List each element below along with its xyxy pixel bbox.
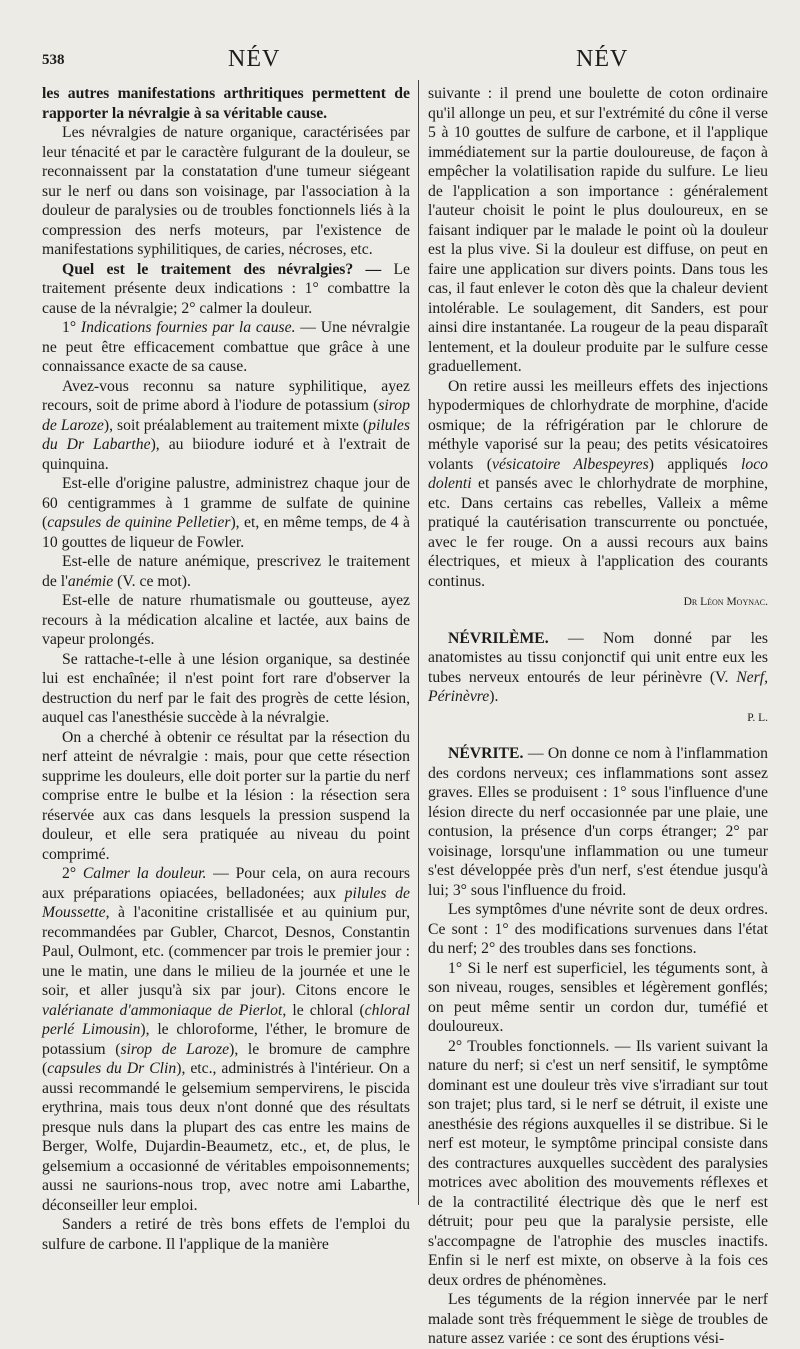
page-number: 538: [42, 52, 65, 68]
paragraph: suivante : il prend une boulette de coton ordinaire qu'il allonge un peu, et sur l'extrémité du cône il verse 5 à 10 gouttes de sulfure de carbone, et il l'applique immédiatement sur la partie douloureuse, de façon à empêcher la volatilisation rapide du sulfure. Le lieu de l'application a son importance : généralement l'auteur choisit le point le plus douloureux, en se faisant indiquer par le malade le point où la douleur est la plus vive. Si la douleur est diffuse, on peut en faire une application sur divers points. Dans tous les cas, il faut enlever le coton dès que la chaleur devient intolérable. Le soulagement, dit Sanders, est pour ainsi dire instantanée. La rougeur de la peau disparaît lentement, et la douleur produite par le sulfure cesse graduellement.: [428, 85, 768, 375]
paragraph: 1° Si le nerf est superficiel, les téguments sont, à son niveau, rouges, sensibles et légèrement gonflés; on peut même sentir un cordon dur, tuméfié et douloureux.: [428, 959, 768, 1035]
paragraph: Quel est le traitement des névralgies? — Le traitement présente deux indications : 1° combattre la cause de la névralgie; 2° calmer la douleur.: [42, 260, 410, 317]
paragraph: les autres manifestations arthritiques permettent de rapporter la névralgie à sa véritable cause.: [42, 85, 410, 122]
paragraph: Avez-vous reconnu sa nature syphilitique, ayez recours, soit de prime abord à l'iodure de potassium (sirop de Laroze), soit préalablement au traitement mixte (pilules du Dr Labarthe), au biiodure ioduré et à l'extrait de quinquina.: [42, 377, 410, 473]
author-initials: P. L.: [747, 711, 768, 724]
paragraph: Les névralgies de nature organique, caractérisées par leur ténacité et par le caractère fulgurant de la douleur, se reconnaissent par la constatation d'une tumeur siégeant sur le nerf ou dans son voisinage, par l'association à la douleur de paralysies ou de troubles fonctionnels liés à la compression des nerfs moteurs, par l'existence de manifestations syphilitiques, de caries, nécroses, etc.: [42, 124, 410, 258]
column-divider: [418, 80, 419, 1205]
paragraph: Sanders a retiré de très bons effets de l'emploi du sulfure de carbone. Il l'applique de la manière: [42, 1216, 410, 1253]
entry-nevrite: NÉVRITE. — On donne ce nom à l'inflammation des cordons nerveux; ces inflammations sont assez graves. Elles se produisent : 1° sous l'influence d'une lésion directe du nerf occasionnée par une plaie, une contusion, la présence d'un corps étranger; 2° par voisinage, lorsqu'une inflammation ou une tumeur s'est développée près d'un nerf, s'est étendue jusqu'à lui; 3° sous l'influence du froid.: [428, 745, 768, 899]
author-signature: Dr Léon Moynac.: [683, 596, 768, 608]
paragraph: 1° Indications fournies par la cause. — Une névralgie ne peut être efficacement combattue que grâce à une connaissance exacte de sa cause.: [42, 319, 410, 375]
paragraph: Est-elle de nature anémique, prescrivez le traitement de l'anémie (V. ce mot).: [42, 553, 410, 590]
paragraph: On a cherché à obtenir ce résultat par la résection du nerf atteint de névralgie : mais, pour que cette résection supprime les douleurs, elle doit porter sur la partie du nerf comprise entre le bulbe et la lésion : la résection sera réservée aux cas dans lesquels la pression suspend la douleur, et elle sera pratiquée au niveau du point comprimé.: [42, 728, 410, 863]
paragraph: Est-elle d'origine palustre, administrez chaque jour de 60 centigrammes à 1 gramme de sulfate de quinine (capsules de quinine Pelletier), et, en même temps, de 4 à 10 gouttes de liqueur de Fowler.: [42, 475, 410, 551]
right-column: [428, 84, 768, 1349]
paragraph: 2° Calmer la douleur. — Pour cela, on aura recours aux préparations opiacées, belladonées; aux pilules de Moussette, à l'aconitine cristallisée et au quinium pur, recommandées par Gubler, Charcot, Desnos, Constantin Paul, Oulmont, etc. (commencer par trois le premier jour : une le matin, une dans le milieu de la journée et une le soir, et aller jusqu'à six par jour). Citons encore le valérianate d'ammoniaque de Pierlot, le chloral (chloral perlé Limousin), le chloroforme, l'éther, le bromure de potassium (sirop de Laroze), le bromure de camphre (capsules du Dr Clin), etc., administrés à l'intérieur. On a aussi recommandé le gelsemium sempervirens, le piscida erythrina, mais tous deux n'ont donné que des résultats presque nuls dans la plupart des cas entre les mains de Berger, Wolfe, Dujardin-Beaumetz, etc., et, de plus, le gelsemium a occasionné de véritables empoisonnements; aussi ne saurions-nous trop, avec notre ami Labarthe, déconseiller leur emploi.: [42, 865, 411, 1214]
running-head-left: NÉV: [228, 46, 281, 72]
paragraph: Les téguments de la région innervée par le nerf malade sont très fréquemment le siège de troubles de nature assez variée : ce sont des éruptions vési-: [428, 1291, 768, 1347]
paragraph: Les symptômes d'une névrite sont de deux ordres. Ce sont : 1° des modifications survenues dans l'état du nerf; 2° des troubles dans ses fonctions.: [428, 901, 768, 957]
entry-nevrileme: NÉVRILÈME. — Nom donné par les anatomistes au tissu conjonctif qui unit entre eux les tubes nerveux entourés de leur périnèvre (V. Nerf, Périnèvre).: [428, 629, 768, 705]
paragraph: 2° Troubles fonctionnels. — Ils varient suivant la nature du nerf; si c'est un nerf sensitif, le symptôme dominant est une douleur très vive s'irradiant sur tout son trajet; plus tard, si le nerf se détruit, il existe une anesthésie des régions auxquelles il se distribue. Si le nerf est moteur, le symptôme principal consiste dans des contractures auxquelles succèdent des paralysies motrices avec abolition des mouvements réflexes et de la contractilité électrique dès que le nerf est détruit; pour peu que la paralysie persiste, elle s'accompagne de l'atrophie des muscles inactifs. Enfin si le nerf est mixte, on observe à la fois ces deux ordres de phénomènes.: [428, 1037, 768, 1289]
paragraph: Se rattache-t-elle à une lésion organique, sa destinée lui est enchaînée; il n'est point fort rare d'observer la destruction du nerf par le fait des progrès de cette lésion, auquel cas l'anesthésie succède à la névralgie.: [42, 650, 410, 726]
running-head-right: NÉV: [576, 46, 629, 72]
page-header: [0, 44, 800, 78]
spacer: [428, 728, 768, 744]
left-column: [42, 84, 410, 1254]
paragraph: On retire aussi les meilleurs effets des injections hypodermiques de chlorhydrate de morphine, d'acide osmique; de la réfrigération par le chlorure de méthyle vaporisé sur la peau; des petits vésicatoires volants (vésicatoire Albespeyres) appliqués loco dolenti et pansés avec le chlorhydrate de morphine, etc. Dans certains cas rebelles, Valleix a même pratiqué la cautérisation transcurrente ou ponctuée, avec le fer rouge. On a aussi recours aux bains électriques, et mieux à l'application des courants continus.: [428, 377, 769, 590]
spacer: [428, 613, 768, 629]
paragraph: Est-elle de nature rhumatismale ou goutteuse, ayez recours à la médication alcaline et lactée, aux bains de vapeur prolongés.: [42, 592, 410, 648]
